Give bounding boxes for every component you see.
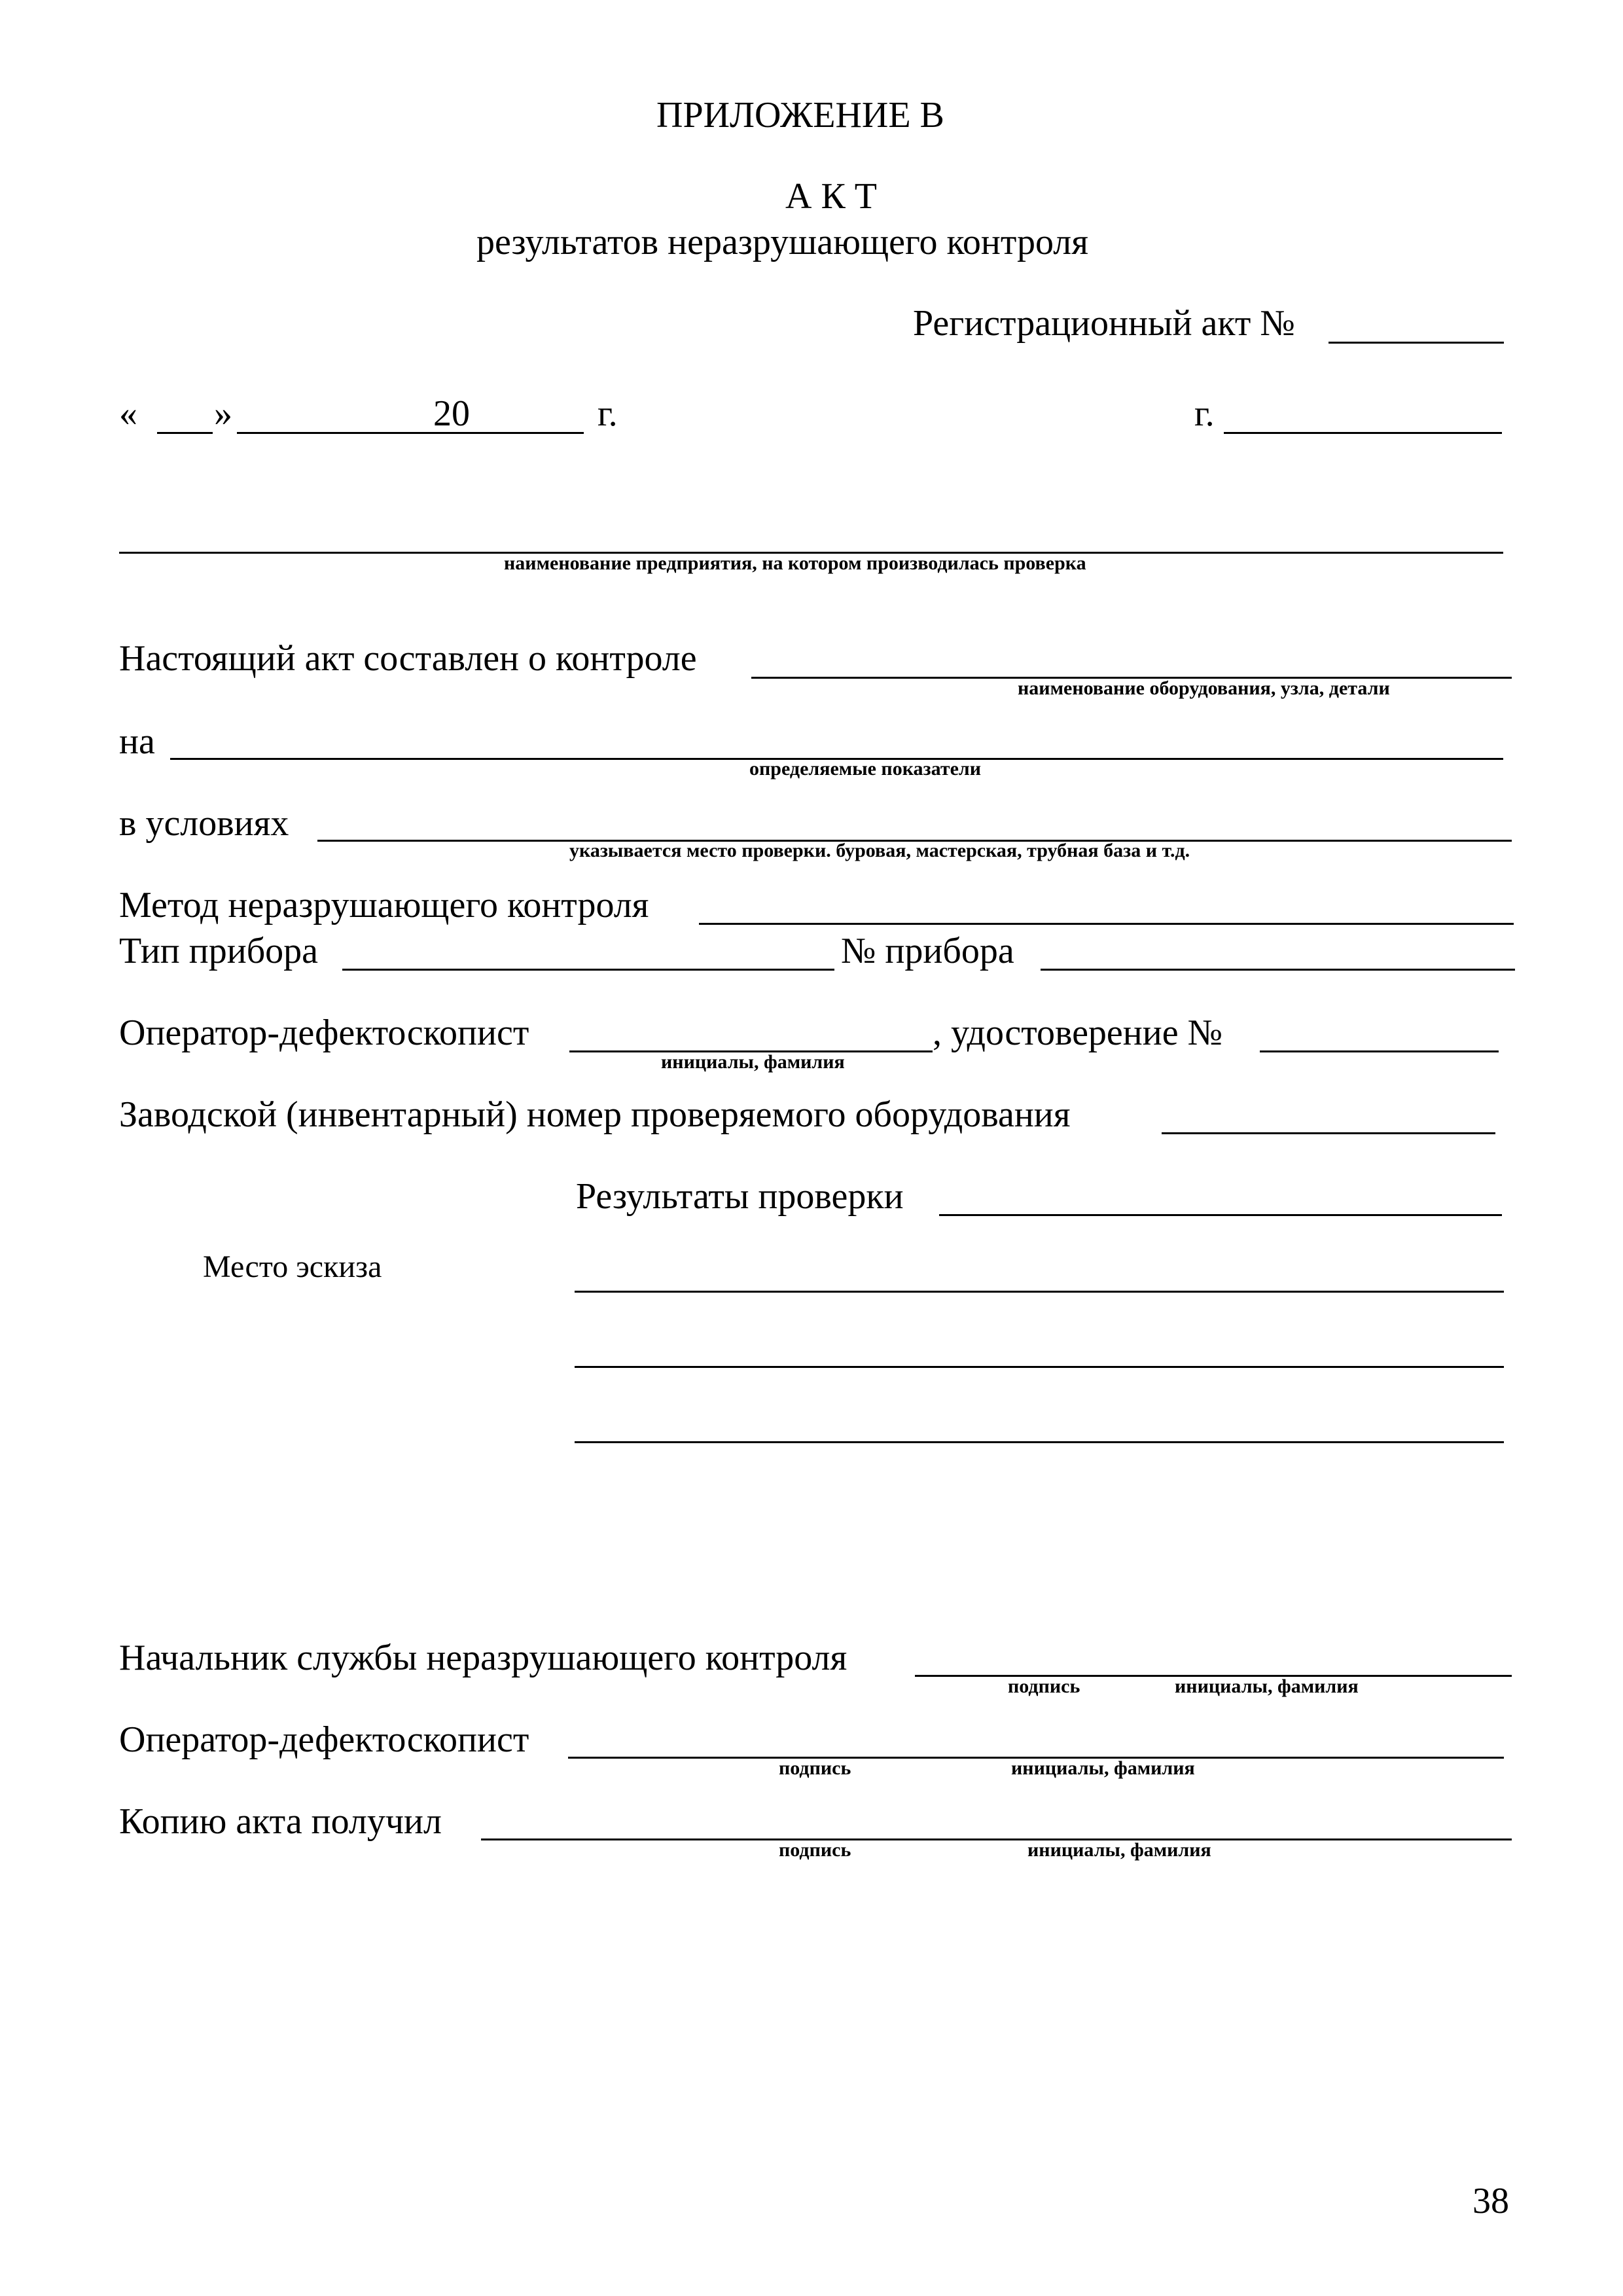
copy-sign-hint: подпись — [779, 1839, 851, 1861]
year-field[interactable] — [433, 432, 584, 434]
chief-name-hint: инициалы, фамилия — [1175, 1676, 1359, 1697]
year-suffix: г. — [597, 393, 618, 434]
year-prefix: 20 — [433, 393, 470, 434]
method-label: Метод неразрушающего контроля — [119, 885, 649, 925]
chief-sign-hint: подпись — [1008, 1676, 1080, 1697]
copy-received-label: Копию акта получил — [119, 1801, 442, 1842]
registration-label: Регистрационный акт № — [913, 303, 1295, 344]
enterprise-hint: наименование предприятия, на котором производилась проверка — [504, 552, 1086, 574]
city-field[interactable] — [1224, 432, 1502, 434]
operator-hint: инициалы, фамилия — [661, 1051, 845, 1073]
city-label: г. — [1194, 393, 1215, 434]
device-number-label: № прибора — [841, 931, 1014, 971]
operator-label: Оператор-дефектоскопист — [119, 1013, 529, 1053]
chief-label: Начальник службы неразрушающего контроля — [119, 1638, 847, 1678]
on-label: на — [119, 721, 155, 762]
serial-label: Заводской (инвентарный) номер проверяемого оборудования — [119, 1094, 1071, 1135]
quote-close: » — [214, 393, 232, 434]
operator-signature-label: Оператор-дефектоскопист — [119, 1719, 529, 1760]
results-line-2[interactable] — [575, 1366, 1504, 1368]
on-hint: определяемые показатели — [749, 758, 981, 780]
device-number-field[interactable] — [1041, 969, 1515, 971]
certificate-label: , удостоверение № — [933, 1013, 1222, 1053]
day-field[interactable] — [157, 432, 213, 434]
appendix-title: ПРИЛОЖЕНИЕ В — [656, 95, 944, 135]
conditions-hint: указывается место проверки. буровая, мастерская, трубная база и т.д. — [569, 840, 1190, 861]
conditions-label: в условиях — [119, 803, 289, 844]
serial-field[interactable] — [1162, 1132, 1495, 1134]
device-type-label: Тип прибора — [119, 931, 319, 971]
sketch-placeholder: Место эскиза — [203, 1249, 382, 1284]
month-field[interactable] — [237, 432, 433, 434]
control-hint: наименование оборудования, узла, детали — [1018, 677, 1390, 699]
certificate-field[interactable] — [1260, 1050, 1499, 1052]
copy-name-hint: инициалы, фамилия — [1027, 1839, 1211, 1861]
device-type-field[interactable] — [342, 969, 834, 971]
registration-number-field[interactable] — [1329, 342, 1504, 344]
page-number: 38 — [1472, 2181, 1509, 2221]
operator-sign-hint: подпись — [779, 1757, 851, 1779]
results-field[interactable] — [939, 1214, 1502, 1216]
quote-open: « — [119, 393, 137, 434]
results-label: Результаты проверки — [576, 1176, 904, 1217]
control-label: Настоящий акт составлен о контроле — [119, 638, 697, 679]
copy-received-field[interactable] — [481, 1839, 1512, 1840]
operator-name-hint-2: инициалы, фамилия — [1011, 1757, 1195, 1779]
act-subtitle: результатов неразрушающего контроля — [476, 222, 1088, 262]
results-line-3[interactable] — [575, 1441, 1504, 1443]
results-line-1[interactable] — [575, 1291, 1504, 1293]
method-field[interactable] — [699, 923, 1514, 925]
act-title: А К Т — [785, 176, 877, 217]
